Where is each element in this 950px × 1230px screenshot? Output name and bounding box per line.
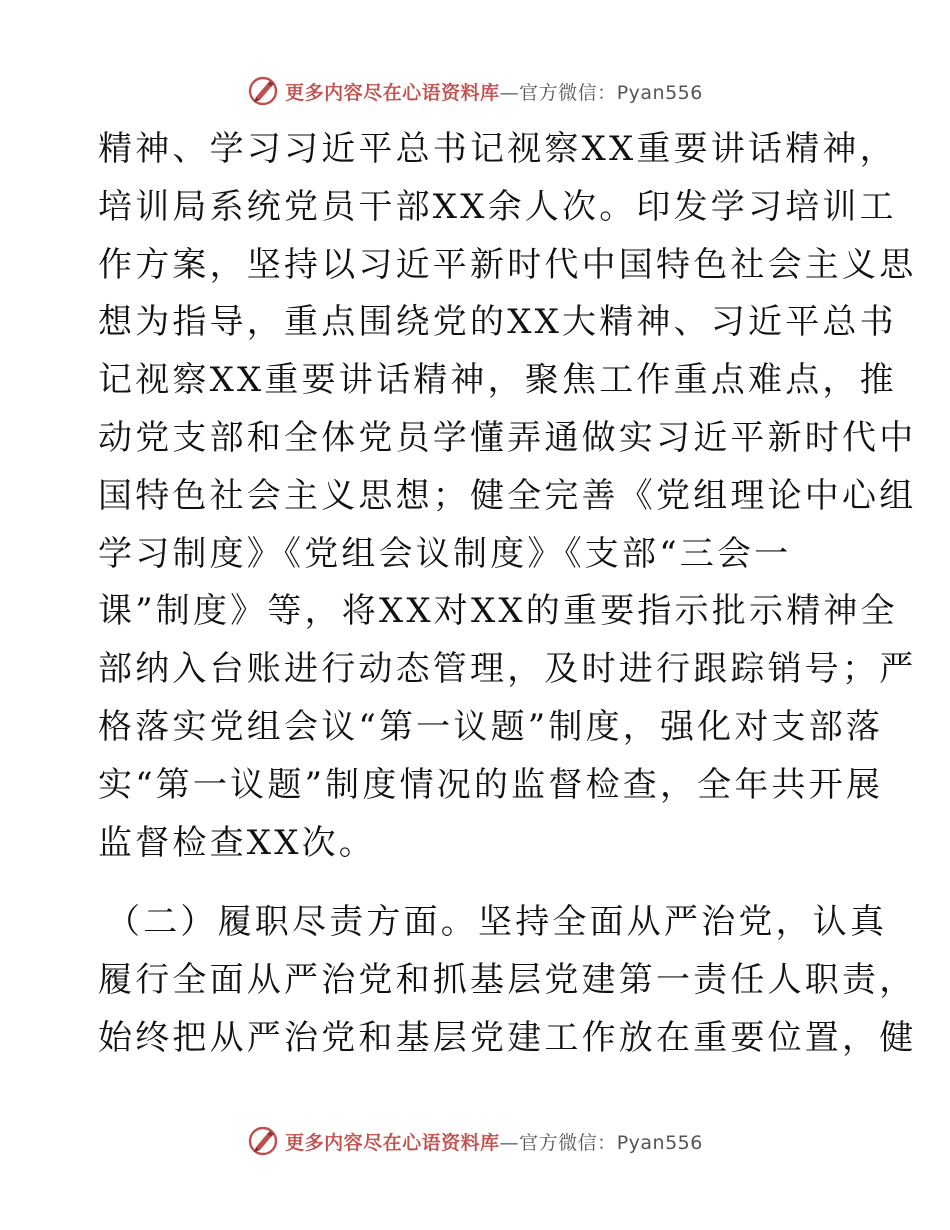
text-line: 国特色社会主义思想；健全完善《党组理论中心组: [98, 475, 917, 516]
paragraph: [98, 121, 917, 872]
footer-watermark: [0, 1124, 950, 1158]
paragraph: [98, 894, 917, 1067]
text-line: 学习制度》《党组会议制度》《支部“三会一: [98, 533, 792, 574]
pen-logo-icon: [247, 75, 279, 107]
text-line: 课”制度》等，将XX对XX的重要指示批示精神全: [98, 591, 898, 632]
watermark-text: 更多内容尽在心语资料库—官方微信：Pyan556: [285, 1131, 703, 1154]
text-line: 培训局系统党员干部XX余人次。印发学习培训工: [98, 186, 897, 227]
watermark-text: 更多内容尽在心语资料库—官方微信：Pyan556: [285, 81, 703, 104]
text-line: 格落实党组会议“第一议题”制度，强化对支部落: [98, 706, 884, 747]
text-line: 履行全面从严治党和抓基层党建第一责任人职责，: [98, 960, 917, 1001]
text-line: 作方案，坚持以习近平新时代中国特色社会主义思: [98, 244, 917, 285]
pen-logo-icon: [247, 1125, 279, 1157]
header-watermark: [0, 74, 950, 108]
text-line: 想为指导，重点围绕党的XX大精神、习近平总书: [98, 302, 897, 343]
text-line: 精神、学习习近平总书记视察XX重要讲话精神，: [98, 129, 897, 169]
text-line: 部纳入台账进行动态管理，及时进行跟踪销号；严: [98, 649, 917, 690]
text-line: 始终把从严治党和基层党建工作放在重要位置，健: [98, 1017, 917, 1058]
paragraph-gap: [98, 872, 858, 894]
text-line: 实“第一议题”制度情况的监督检查，全年共开展: [98, 764, 884, 805]
text-line: 监督检查XX次。: [98, 822, 377, 863]
text-line: 记视察XX重要讲话精神，聚焦工作重点难点，推: [98, 360, 897, 401]
text-line: （二）履职尽责方面。坚持全面从严治党，认真: [106, 902, 888, 943]
document-body: [98, 121, 917, 1068]
text-line: 动党支部和全体党员学懂弄通做实习近平新时代中: [98, 417, 917, 458]
